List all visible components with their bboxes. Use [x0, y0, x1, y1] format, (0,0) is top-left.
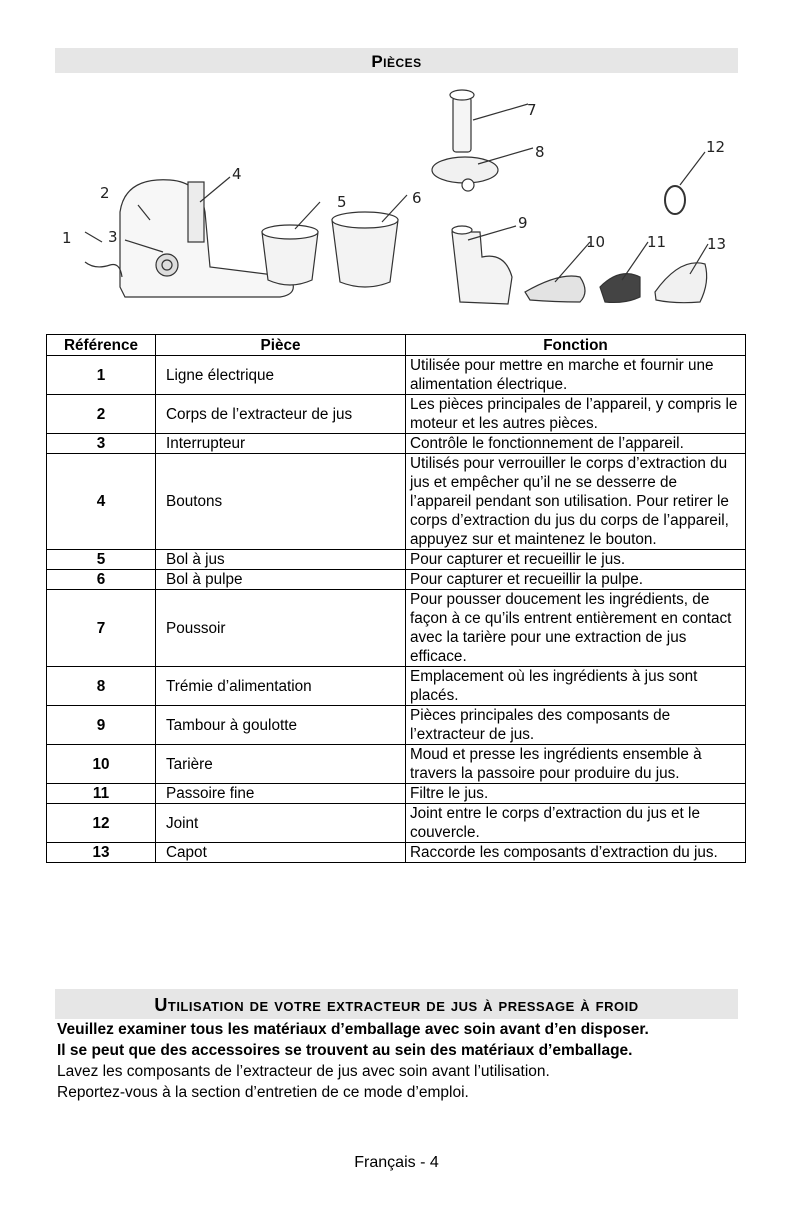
function-cell: Moud et presse les ingrédients ensemble à travers la passoire pour produire du jus. [406, 745, 746, 784]
function-cell: Filtre le jus. [406, 784, 746, 804]
diagram-label-1: 1 [62, 229, 72, 247]
piece-cell: Poussoir [156, 590, 406, 667]
diagram-label-8: 8 [535, 143, 545, 161]
reference-cell: 5 [47, 550, 156, 570]
reference-cell: 10 [47, 745, 156, 784]
piece-cell: Interrupteur [156, 434, 406, 454]
intro-line-3: Lavez les composants de l’extracteur de jus avec soin avant l’utilisation. [57, 1063, 550, 1080]
table-row [47, 784, 746, 804]
function-cell: Contrôle le fonctionnement de l’appareil. [406, 434, 746, 454]
diagram-label-2: 2 [100, 184, 110, 202]
piece-cell: Boutons [156, 454, 406, 550]
function-cell: Pièces principales des composants de l’extracteur de jus. [406, 706, 746, 745]
table-row [47, 843, 746, 863]
table-row [47, 667, 746, 706]
reference-cell: 11 [47, 784, 156, 804]
reference-cell: 6 [47, 570, 156, 590]
function-cell: Pour capturer et recueillir le jus. [406, 550, 746, 570]
piece-cell: Joint [156, 804, 406, 843]
page-title: Pièces [55, 48, 738, 73]
table-row [47, 745, 746, 784]
intro-text [57, 1019, 757, 1103]
piece-cell: Capot [156, 843, 406, 863]
table-row [47, 550, 746, 570]
diagram-label-4: 4 [232, 165, 242, 183]
page-footer: Français - 4 [354, 1154, 439, 1171]
piece-cell: Bol à jus [156, 550, 406, 570]
piece-cell: Bol à pulpe [156, 570, 406, 590]
table-header-row [47, 335, 746, 356]
reference-cell: 4 [47, 454, 156, 550]
reference-cell: 3 [47, 434, 156, 454]
function-cell: Les pièces principales de l’appareil, y compris le moteur et les autres pièces. [406, 395, 746, 434]
header-fonction: Fonction [406, 335, 746, 356]
function-cell: Pour capturer et recueillir la pulpe. [406, 570, 746, 590]
piece-cell: Tarière [156, 745, 406, 784]
piece-cell: Passoire fine [156, 784, 406, 804]
function-cell: Utilisés pour verrouiller le corps d’extraction du jus et empêcher qu’il ne se desserre de l’appareil pendant son utilisation. Pour retirer le corps d’extraction du jus du corps de l’appareil, appuyez sur et maintenez le bouton. [406, 454, 746, 550]
table-row [47, 706, 746, 745]
reference-cell: 12 [47, 804, 156, 843]
reference-cell: 2 [47, 395, 156, 434]
function-cell: Utilisée pour mettre en marche et fournir une alimentation électrique. [406, 356, 746, 395]
reference-cell: 13 [47, 843, 156, 863]
diagram-label-10: 10 [586, 233, 606, 251]
diagram-label-13: 13 [707, 235, 727, 253]
diagram-label-6: 6 [412, 189, 422, 207]
header-piece: Pièce [156, 335, 406, 356]
header-reference: Référence [47, 335, 156, 356]
reference-cell: 1 [47, 356, 156, 395]
intro-bold-line-2: Il se peut que des accessoires se trouvent au sein des matériaux d’emballage. [57, 1042, 633, 1059]
function-cell: Joint entre le corps d’extraction du jus et le couvercle. [406, 804, 746, 843]
table-row [47, 434, 746, 454]
table-row [47, 804, 746, 843]
function-cell: Emplacement où les ingrédients à jus sont placés. [406, 667, 746, 706]
parts-table-body [47, 356, 746, 863]
piece-cell: Corps de l’extracteur de jus [156, 395, 406, 434]
parts-diagram [50, 82, 750, 327]
table-row [47, 570, 746, 590]
diagram-label-7: 7 [527, 101, 537, 119]
diagram-label-3: 3 [108, 228, 118, 246]
piece-cell: Tambour à goulotte [156, 706, 406, 745]
table-row [47, 454, 746, 550]
parts-table [46, 334, 746, 863]
piece-cell: Trémie d’alimentation [156, 667, 406, 706]
table-row [47, 356, 746, 395]
reference-cell: 8 [47, 667, 156, 706]
reference-cell: 7 [47, 590, 156, 667]
parts-illustration [50, 82, 750, 327]
intro-line-4: Reportez-vous à la section d’entretien de ce mode d’emploi. [57, 1084, 469, 1101]
function-cell: Pour pousser doucement les ingrédients, de façon à ce qu’ils entrent entièrement en contact avec la tarière pour une extraction de jus efficace. [406, 590, 746, 667]
section-title: Utilisation de votre extracteur de jus à pressage à froid [55, 989, 738, 1019]
piece-cell: Ligne électrique [156, 356, 406, 395]
table-row [47, 590, 746, 667]
reference-cell: 9 [47, 706, 156, 745]
table-row [47, 395, 746, 434]
diagram-label-12: 12 [706, 138, 726, 156]
intro-bold-line-1: Veuillez examiner tous les matériaux d’emballage avec soin avant d’en disposer. [57, 1021, 649, 1038]
diagram-label-9: 9 [518, 214, 528, 232]
diagram-label-5: 5 [337, 193, 347, 211]
function-cell: Raccorde les composants d’extraction du jus. [406, 843, 746, 863]
diagram-label-11: 11 [647, 233, 667, 251]
